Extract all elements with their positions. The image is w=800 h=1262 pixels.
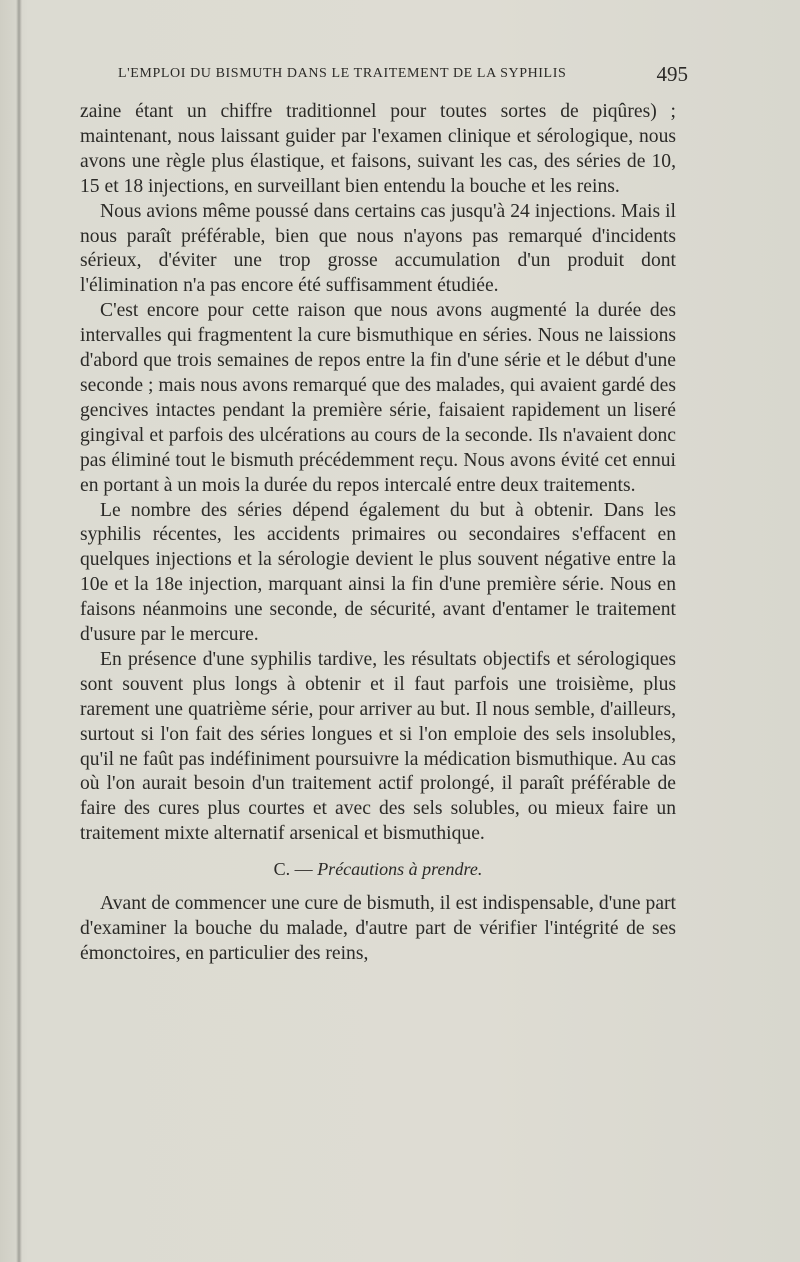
paragraph-2: Nous avions même poussé dans certains cas jusqu'à 24 injections. Mais il nous paraît préférable, bien que nous n'ayons pas remarqué d'incidents sérieux, d'éviter une trop grosse accumulation d'un produit dont l'élimination n'a pas encore été suffisamment étudiée.: [80, 200, 676, 297]
running-title: L'EMPLOI DU BISMUTH DANS LE TRAITEMENT DE LA SYPHILIS: [118, 66, 567, 81]
paragraph-3: C'est encore pour cette raison que nous avons augmenté la durée des intervalles qui fragmentent la cure bismuthique en séries. Nous ne laissions d'abord que trois semaines de repos entre la fin d'une série et le début d'une seconde ; mais nous avons remarqué que des malades, qui avaient gardé des gencives intactes pendant la première série, faisaient rapidement un liseré gingival et parfois des ulcérations au cours de la seconde. Ils n'avaient donc pas éliminé tout le bismuth précédemment reçu. Nous avons évité cet ennui en portant à un mois la durée du repos intercalé entre deux traitements.: [80, 300, 676, 496]
section-title: Précautions à prendre.: [317, 859, 483, 880]
paragraph-4: Le nombre des séries dépend également du but à obtenir. Dans les syphilis récentes, les accidents primaires ou secondaires s'effacent en quelques injections et la sérologie devient le plus souvent négative entre la 10e et la 18e injection, marquant ainsi la fin d'une première série. Nous en faisons néanmoins une seconde, de sécurité, avant d'entamer le traitement d'usure par le mercure.: [80, 499, 676, 646]
section-heading: [80, 857, 676, 882]
paragraph-6: Avant de commencer une cure de bismuth, il est indispensable, d'une part d'examiner la bouche du malade, d'autre part de vérifier l'intégrité de ses émonctoires, en particulier des reins,: [80, 893, 676, 964]
body-text: [80, 100, 676, 967]
paragraph-5: En présence d'une syphilis tardive, les résultats objectifs et sérologiques sont souvent plus longs à obtenir et il faut parfois une troisième, plus rarement une quatrième série, pour arriver au but. Il nous semble, d'ailleurs, surtout si l'on fait des séries longues et si l'on emploie des sels insolubles, qu'il ne faût pas indéfiniment poursuivre la médication bismuthique. Au cas où l'on aurait besoin d'un traitement actif prolongé, il paraît préférable de faire des cures plus courtes et avec des sels solubles, ou mieux faire un traitement mixte alternatif arsenical et bismuthique.: [80, 648, 676, 845]
page-number: 495: [656, 62, 688, 86]
paragraph-1: zaine étant un chiffre traditionnel pour toutes sortes de piqûres) ; maintenant, nous laissant guider par l'examen clinique et sérologique, nous avons une règle plus élastique, et faisons, suivant les cas, des séries de 10, 15 et 18 injections, en surveillant bien entendu la bouche et les reins.: [80, 101, 676, 197]
section-letter: C. —: [273, 859, 313, 880]
binding-shadow: [16, 0, 22, 1262]
page-header: [118, 64, 688, 88]
